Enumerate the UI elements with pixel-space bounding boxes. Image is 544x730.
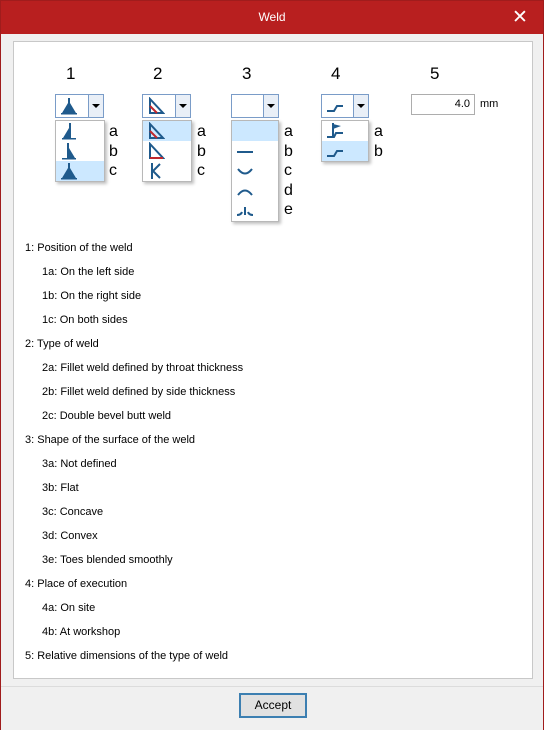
desc-line: 2c: Double bevel butt weld <box>42 410 172 422</box>
desc-line: 5: Relative dimensions of the type of weld <box>25 650 229 662</box>
letter-a: a <box>109 123 118 140</box>
weld-type-letters <box>197 122 206 181</box>
desc-line: 3: Shape of the surface of the weld <box>25 434 196 446</box>
column-5-label: 5 <box>430 64 440 83</box>
option-3e[interactable] <box>232 201 278 221</box>
letter-c: c <box>197 162 205 179</box>
letter-d: d <box>284 181 293 199</box>
desc-line: 1: Position of the weld <box>25 242 133 254</box>
option-1c[interactable] <box>56 161 104 181</box>
option-3d[interactable] <box>232 181 278 201</box>
surface-toes-blended-icon <box>236 202 254 220</box>
letter-b: b <box>109 142 118 160</box>
at-workshop-icon <box>326 142 344 160</box>
option-3c[interactable] <box>232 161 278 181</box>
letter-b: b <box>197 142 206 160</box>
desc-line: 2a: Fillet weld defined by throat thickness <box>42 362 244 374</box>
desc-line: 2: Type of weld <box>25 338 99 350</box>
option-3a[interactable] <box>232 121 278 141</box>
fillet-throat-icon <box>147 97 165 115</box>
option-2c[interactable] <box>143 161 191 181</box>
option-1b[interactable] <box>56 141 104 161</box>
surface-shape-options <box>231 120 279 222</box>
desc-line: 3d: Convex <box>42 530 98 542</box>
letter-c: c <box>109 162 117 179</box>
desc-line: 4b: At workshop <box>42 626 121 638</box>
option-4a[interactable] <box>322 121 368 141</box>
letter-a: a <box>197 123 206 140</box>
letter-c: c <box>284 162 292 179</box>
weld-type-dropdown[interactable] <box>142 94 191 118</box>
desc-line: 1b: On the right side <box>42 290 142 302</box>
desc-line: 3b: Flat <box>42 482 79 494</box>
execution-place-options <box>321 120 369 162</box>
position-options <box>55 120 105 182</box>
column-4-label: 4 <box>331 64 341 83</box>
surface-shape-dropdown[interactable] <box>231 94 279 118</box>
weld-position-right-icon <box>60 142 78 160</box>
position-letters <box>109 122 118 181</box>
desc-line: 3a: Not defined <box>42 458 117 470</box>
unit-label: mm <box>480 98 499 110</box>
chevron-down-icon[interactable] <box>88 95 103 117</box>
content-panel <box>13 41 533 679</box>
option-2a[interactable] <box>143 121 191 141</box>
desc-line: 1c: On both sides <box>42 314 128 326</box>
relative-dimension-input[interactable]: 4.0 <box>411 94 475 115</box>
weld-position-left-icon <box>60 122 78 140</box>
execution-place-dropdown[interactable] <box>321 94 369 118</box>
accept-button[interactable]: Accept <box>239 693 307 718</box>
fillet-side-icon <box>147 142 165 160</box>
weld-position-both-icon <box>60 162 78 180</box>
desc-line: 2b: Fillet weld defined by side thickness <box>42 386 236 398</box>
desc-line: 4: Place of execution <box>25 578 128 590</box>
column-2-label: 2 <box>153 64 163 83</box>
surface-concave-icon <box>236 162 254 180</box>
close-icon[interactable]: ✕ <box>512 7 528 28</box>
at-workshop-icon <box>326 97 344 115</box>
letter-b: b <box>374 142 383 160</box>
desc-line: 3e: Toes blended smoothly <box>42 554 173 566</box>
option-2b[interactable] <box>143 141 191 161</box>
desc-line: 1a: On the left side <box>42 266 135 278</box>
desc-line: 3c: Concave <box>42 506 104 518</box>
surface-flat-icon <box>236 142 254 160</box>
chevron-down-icon[interactable] <box>263 95 278 117</box>
weld-type-options <box>142 120 192 182</box>
column-3-label: 3 <box>242 64 252 83</box>
option-1a[interactable] <box>56 121 104 141</box>
option-3b[interactable] <box>232 141 278 161</box>
on-site-flag-icon <box>326 122 344 140</box>
double-bevel-butt-icon <box>147 162 165 180</box>
position-dropdown[interactable] <box>55 94 104 118</box>
window-title: Weld <box>258 10 286 24</box>
letter-a: a <box>374 123 383 140</box>
letter-b: b <box>284 142 293 160</box>
letter-a: a <box>284 123 293 140</box>
surface-shape-letters <box>284 122 293 220</box>
letter-e: e <box>284 201 293 218</box>
chevron-down-icon[interactable] <box>353 95 368 117</box>
option-4b[interactable] <box>322 141 368 161</box>
desc-line: 4a: On site <box>42 602 96 614</box>
fillet-throat-icon <box>147 122 165 140</box>
column-1-label: 1 <box>66 64 76 83</box>
title-bar <box>1 1 543 34</box>
surface-convex-icon <box>236 182 254 200</box>
chevron-down-icon[interactable] <box>175 95 190 117</box>
execution-place-letters <box>374 122 383 161</box>
weld-position-both-icon <box>60 97 78 115</box>
